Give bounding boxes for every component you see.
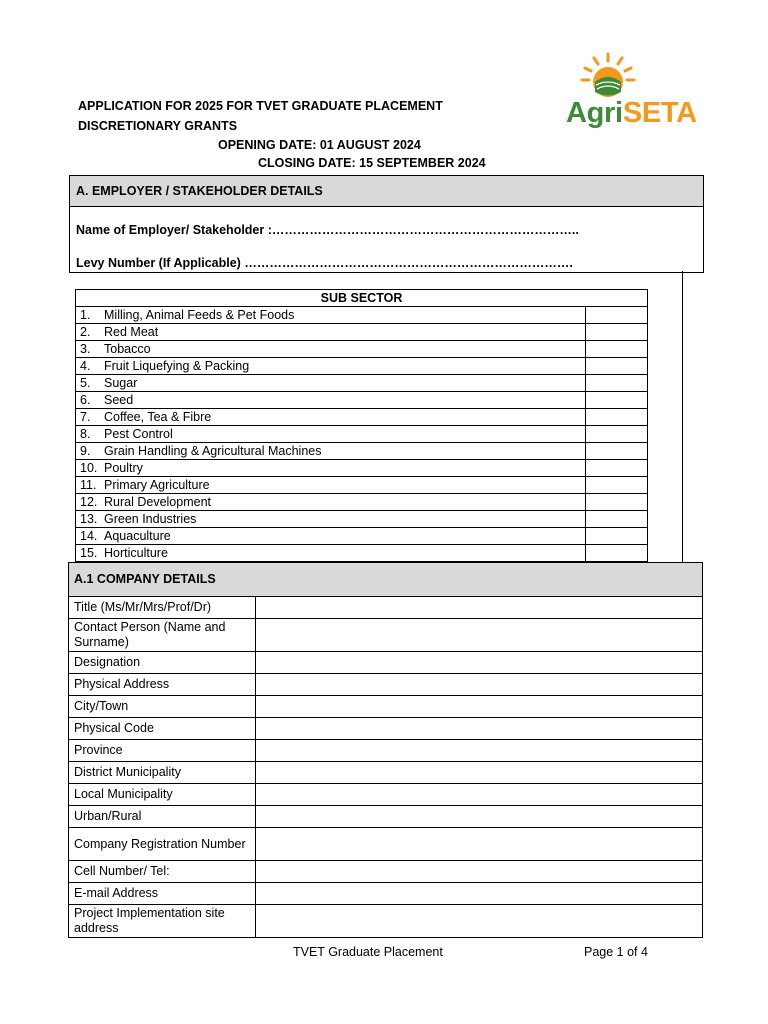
agriseta-logo <box>566 52 726 134</box>
company-field-label: Local Municipality <box>69 784 256 806</box>
company-field-input[interactable] <box>256 784 703 806</box>
company-field-input[interactable] <box>256 619 703 652</box>
sub-sector-name <box>76 494 586 511</box>
company-field-label: Company Registration Number <box>69 828 256 861</box>
company-details-row <box>69 652 703 674</box>
sub-sector-number: 2. <box>80 324 91 339</box>
sub-sector-label: Grain Handling & Agricultural Machines <box>104 443 322 458</box>
sub-sector-label: Green Industries <box>104 511 197 526</box>
sub-sector-label: Pest Control <box>104 426 173 441</box>
sub-sector-row <box>76 545 648 562</box>
company-details-row <box>69 762 703 784</box>
sub-sector-label: Rural Development <box>104 494 211 509</box>
company-field-label: District Municipality <box>69 762 256 784</box>
sub-sector-name <box>76 511 586 528</box>
sub-sector-name <box>76 375 586 392</box>
logo-text-seta: SETA <box>622 97 697 129</box>
sub-sector-label: Aquaculture <box>104 528 171 543</box>
sub-sector-name <box>76 324 586 341</box>
sub-sector-checkbox-cell[interactable] <box>586 341 648 358</box>
sub-sector-name <box>76 392 586 409</box>
company-field-label: City/Town <box>69 696 256 718</box>
company-field-input[interactable] <box>256 861 703 883</box>
sub-sector-checkbox-cell[interactable] <box>586 358 648 375</box>
sub-sector-row <box>76 426 648 443</box>
company-details-row <box>69 784 703 806</box>
company-details-row <box>69 740 703 762</box>
sub-sector-row <box>76 477 648 494</box>
sub-sector-row <box>76 528 648 545</box>
company-field-label: Project Implementation site address <box>69 905 256 938</box>
company-details-row <box>69 905 703 938</box>
sub-sector-label: Red Meat <box>104 324 159 339</box>
sub-sector-row <box>76 307 648 324</box>
company-details-row <box>69 696 703 718</box>
table-frame-line <box>682 271 683 562</box>
company-field-input[interactable] <box>256 828 703 861</box>
sub-sector-number: 5. <box>80 375 91 390</box>
sub-sector-name <box>76 443 586 460</box>
company-field-input[interactable] <box>256 652 703 674</box>
company-field-label: Title (Ms/Mr/Mrs/Prof/Dr) <box>69 597 256 619</box>
company-field-label: Cell Number/ Tel: <box>69 861 256 883</box>
sub-sector-row <box>76 443 648 460</box>
company-field-label: E-mail Address <box>69 883 256 905</box>
sub-sector-label: Seed <box>104 392 134 407</box>
company-field-input[interactable] <box>256 762 703 784</box>
sub-sector-number: 12. <box>80 494 98 509</box>
sub-sector-number: 3. <box>80 341 91 356</box>
sub-sector-number: 9. <box>80 443 91 458</box>
sub-sector-row <box>76 494 648 511</box>
company-field-input[interactable] <box>256 806 703 828</box>
company-field-input[interactable] <box>256 718 703 740</box>
logo-text-agri: Agri <box>566 97 623 129</box>
document-title-line-2: DISCRETIONARY GRANTS <box>78 119 238 133</box>
sub-sector-checkbox-cell[interactable] <box>586 460 648 477</box>
sub-sector-name <box>76 426 586 443</box>
sub-sector-checkbox-cell[interactable] <box>586 375 648 392</box>
company-details-table <box>68 562 703 938</box>
sub-sector-checkbox-cell[interactable] <box>586 528 648 545</box>
company-details-row <box>69 674 703 696</box>
sub-sector-number: 4. <box>80 358 91 373</box>
closing-date: CLOSING DATE: 15 SEPTEMBER 2024 <box>258 156 486 170</box>
sub-sector-checkbox-cell[interactable] <box>586 392 648 409</box>
company-field-input[interactable] <box>256 597 703 619</box>
company-details-row <box>69 883 703 905</box>
sub-sector-name <box>76 545 586 562</box>
company-details-row <box>69 619 703 652</box>
employer-name-field[interactable]: Name of Employer/ Stakeholder :……………………………………………………………….. <box>76 223 579 237</box>
company-details-row <box>69 861 703 883</box>
sub-sector-checkbox-cell[interactable] <box>586 511 648 528</box>
sub-sector-checkbox-cell[interactable] <box>586 443 648 460</box>
document-title-line-1: APPLICATION FOR 2025 FOR TVET GRADUATE PLACEMENT <box>78 99 443 113</box>
company-details-row <box>69 597 703 619</box>
company-field-label: Urban/Rural <box>69 806 256 828</box>
sub-sector-number: 8. <box>80 426 91 441</box>
sub-sector-checkbox-cell[interactable] <box>586 545 648 562</box>
sub-sector-checkbox-cell[interactable] <box>586 307 648 324</box>
sub-sector-name <box>76 409 586 426</box>
sub-sector-row <box>76 392 648 409</box>
sub-sector-row <box>76 375 648 392</box>
company-field-label: Province <box>69 740 256 762</box>
sub-sector-row <box>76 341 648 358</box>
sub-sector-number: 14. <box>80 528 98 543</box>
sub-sector-name <box>76 358 586 375</box>
sub-sector-number: 13. <box>80 511 98 526</box>
sub-sector-name <box>76 477 586 494</box>
sub-sector-row <box>76 460 648 477</box>
sub-sector-number: 1. <box>80 307 91 322</box>
company-field-input[interactable] <box>256 905 703 938</box>
sub-sector-number: 6. <box>80 392 91 407</box>
sun-field-icon <box>580 52 636 102</box>
sub-sector-label: Fruit Liquefying & Packing <box>104 358 250 373</box>
sub-sector-number: 10. <box>80 460 98 475</box>
sub-sector-checkbox-cell[interactable] <box>586 477 648 494</box>
company-field-label: Physical Address <box>69 674 256 696</box>
company-field-input[interactable] <box>256 883 703 905</box>
sub-sector-row <box>76 324 648 341</box>
employer-details-heading: A. EMPLOYER / STAKEHOLDER DETAILS <box>70 176 703 207</box>
sub-sector-label: Tobacco <box>104 341 151 356</box>
sub-sector-heading: SUB SECTOR <box>76 290 648 307</box>
sub-sector-number: 7. <box>80 409 91 424</box>
company-field-label: Designation <box>69 652 256 674</box>
company-field-input[interactable] <box>256 696 703 718</box>
company-field-label: Physical Code <box>69 718 256 740</box>
sub-sector-table <box>75 289 648 562</box>
sub-sector-label: Sugar <box>104 375 138 390</box>
sub-sector-name <box>76 307 586 324</box>
company-field-input[interactable] <box>256 740 703 762</box>
company-details-row <box>69 828 703 861</box>
sub-sector-checkbox-cell[interactable] <box>586 494 648 511</box>
sub-sector-label: Coffee, Tea & Fibre <box>104 409 212 424</box>
page-number: Page 1 of 4 <box>584 945 648 959</box>
sub-sector-label: Poultry <box>104 460 143 475</box>
company-field-label: Contact Person (Name and Surname) <box>69 619 256 652</box>
sub-sector-name <box>76 341 586 358</box>
footer-title: TVET Graduate Placement <box>293 945 443 959</box>
sub-sector-row <box>76 511 648 528</box>
logo-wordmark <box>566 97 697 130</box>
sub-sector-row <box>76 409 648 426</box>
sub-sector-label: Primary Agriculture <box>104 477 210 492</box>
sub-sector-number: 15. <box>80 545 98 560</box>
employer-details-section <box>69 175 704 273</box>
sub-sector-checkbox-cell[interactable] <box>586 324 648 341</box>
company-details-row <box>69 806 703 828</box>
levy-number-field[interactable]: Levy Number (If Applicable) ……………………………………………………………………. <box>76 256 573 270</box>
sub-sector-checkbox-cell[interactable] <box>586 426 648 443</box>
sub-sector-label: Horticulture <box>104 545 168 560</box>
sub-sector-number: 11. <box>80 477 97 492</box>
sub-sector-name <box>76 528 586 545</box>
company-details-row <box>69 718 703 740</box>
sub-sector-checkbox-cell[interactable] <box>586 409 648 426</box>
company-field-input[interactable] <box>256 674 703 696</box>
sub-sector-label: Milling, Animal Feeds & Pet Foods <box>104 307 295 322</box>
opening-date: OPENING DATE: 01 AUGUST 2024 <box>218 138 421 152</box>
sub-sector-row <box>76 358 648 375</box>
company-details-heading: A.1 COMPANY DETAILS <box>69 563 703 597</box>
sub-sector-name <box>76 460 586 477</box>
